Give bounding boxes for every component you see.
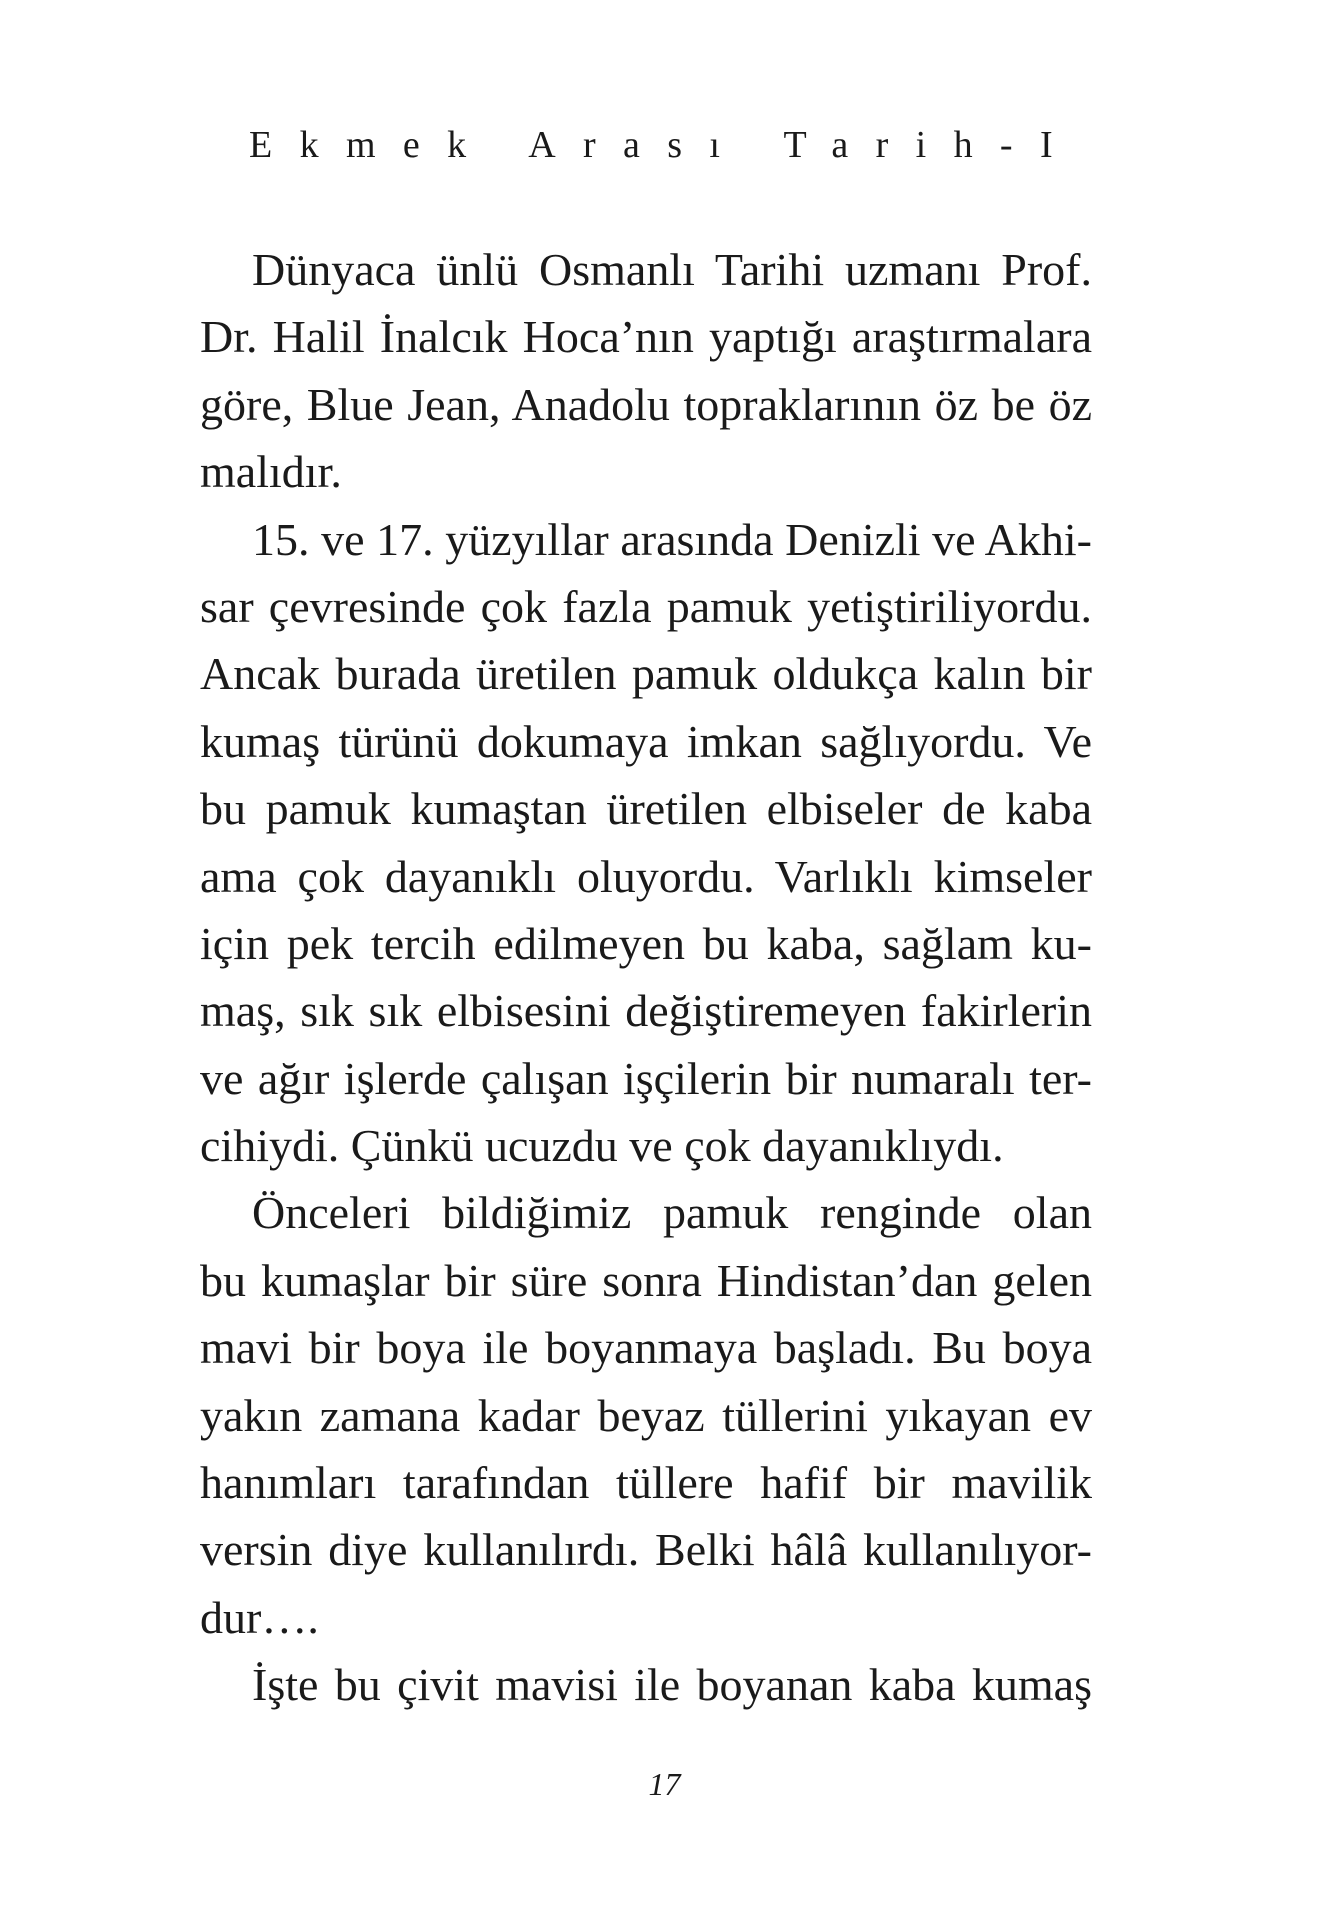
text-line: Önceleri bildiğimiz pamuk renginde olan [252,1187,1092,1239]
running-header: Ekmek Arası Tarih-I [249,124,1080,166]
text-line: ve ağır işlerde çalışan işçilerin bir numaralı ter- [200,1052,1092,1104]
text-line: hanımları tarafından tüllere hafif bir mavilik [200,1457,1092,1509]
text-line: sar çevresinde çok fazla pamuk yetiştiriliyordu. [200,580,1092,632]
text-line: bu pamuk kumaştan üretilen elbiseler de kaba [200,783,1092,835]
text-line: cihiydi. Çünkü ucuzdu ve çok dayanıklıydı. [200,1120,1004,1172]
text-line: versin diye kullanılırdı. Belki hâlâ kullanılıyor- [200,1524,1092,1576]
text-line: kumaş türünü dokumaya imkan sağlıyordu. Ve [200,715,1092,767]
text-line: için pek tercih edilmeyen bu kaba, sağlam ku- [200,917,1092,969]
text-line: Ancak burada üretilen pamuk oldukça kalın bir [200,648,1092,700]
text-line: İşte bu çivit mavisi ile boyanan kaba kumaş [252,1659,1092,1711]
paragraph [200,236,1092,506]
page-number: 17 [648,1766,681,1802]
paragraph [200,506,1092,1180]
paragraph [200,1651,1092,1718]
text-line: göre, Blue Jean, Anadolu topraklarının öz be öz [200,378,1092,430]
body-text [200,236,1092,1719]
text-line: malıdır. [200,446,342,498]
text-line: mavi bir boya ile boyanmaya başladı. Bu boya [200,1322,1092,1374]
text-line: bu kumaşlar bir süre sonra Hindistan’dan gelen [200,1254,1092,1306]
text-line: maş, sık sık elbisesini değiştiremeyen fakirlerin [200,985,1092,1037]
text-line: dur…. [200,1591,319,1643]
text-line: ama çok dayanıklı oluyordu. Varlıklı kimseler [200,850,1092,902]
text-line: 15. ve 17. yüzyıllar arasında Denizli ve Akhi- [252,513,1092,565]
text-line: Dr. Halil İnalcık Hoca’nın yaptığı araştırmalara [200,311,1092,363]
text-line: yakın zamana kadar beyaz tüllerini yıkayan ev [200,1389,1092,1441]
paragraph [200,1179,1092,1651]
text-line: Dünyaca ünlü Osmanlı Tarihi uzmanı Prof. [252,244,1092,295]
